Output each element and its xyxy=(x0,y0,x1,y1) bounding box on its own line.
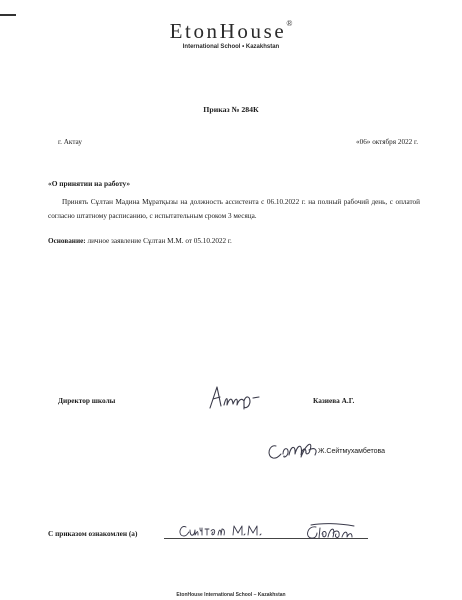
director-role: Директор школы xyxy=(58,396,116,405)
approver-name: Ж.Сейтмухамбетова xyxy=(318,448,386,455)
registered-mark: ® xyxy=(286,19,293,28)
employee-signature xyxy=(302,520,370,544)
order-title: Приказ № 284К xyxy=(203,105,259,114)
employee-handwritten-name xyxy=(176,518,284,542)
director-signature xyxy=(206,382,272,416)
order-city: г. Актау xyxy=(58,138,82,146)
order-body: Принять Сұлтан Мадина Мұратқызы на должность ассистента с 06.10.2022 г. на полный рабочий день, с оплатой согласно штатному расписанию, с испытательным сроком 3 месяца. xyxy=(48,198,420,220)
basis-label: Основание: xyxy=(48,237,86,245)
school-logo xyxy=(0,19,462,44)
approver-signature xyxy=(265,433,325,467)
corner-mark xyxy=(0,14,16,16)
footer-text: EtonHouse International School – Kazakhstan xyxy=(176,592,286,598)
order-subject: «О принятии на работу» xyxy=(48,179,131,188)
director-name: Казиева А.Г. xyxy=(313,396,355,405)
logo-text: EtonHouse xyxy=(169,19,287,43)
basis-text: личное заявление Сұлтан М.М. от 05.10.2022 г. xyxy=(85,237,232,245)
acknowledgement-label: С приказом ознакомлен (а) xyxy=(48,529,138,538)
order-basis xyxy=(48,237,232,245)
logo-subtitle: International School • Kazakhstan xyxy=(182,44,280,50)
order-date: «06» октября 2022 г. xyxy=(356,138,418,146)
